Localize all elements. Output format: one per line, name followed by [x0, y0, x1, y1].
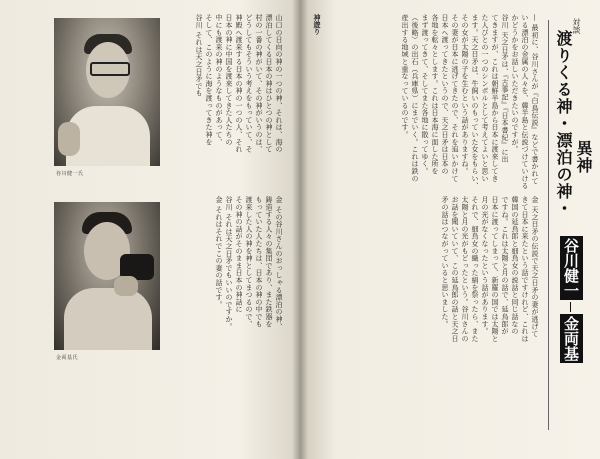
- author-name-2: 金両基: [560, 314, 583, 363]
- photo-caption-1: 谷川健一氏: [56, 171, 84, 177]
- body-text-right-lower: 金 天之日矛の伝説で天之日矛の妻が逃げて きて日本に来たという話ですけれど、これは 韓国の延烏郎と細烏女の説話と同じ話なの ですね。これは太陽と月の話で、延烏郎が 日本に渡ってしまって、新羅の国では太陽と 月の光がなくなったという話があります。 それで、細烏女の織った絹を祭ったら、また 太陽と月の光がもどったという。谷川さんの お話を聞いていて、この延烏郎の話と天之日 矛の話はつながっていると思いました。: [441, 196, 539, 342]
- portrait-photo-tanigawa: [54, 18, 160, 166]
- author-separator: [570, 302, 571, 312]
- article-title-line-1: 渡りくる神・漂泊の神・: [554, 30, 573, 217]
- body-text-left-upper: 山口の日向の神の一つの神、それは、海の 漂泊してくる日本の神はひとつの神として 村の一番の神がいて、その神がいうのは、 どうしてもそういう考えをもっていて、そ 神殿へ渡来する日本の神の一つの人、それ 日本の神に中国を渡来してきた人たちの 中にも渡来の神のようなものがあって、 そして、このように海を渡ってきた神を 谷川 それは天之日矛でも: [195, 14, 283, 153]
- article-title-line-2: 異神: [574, 140, 593, 174]
- running-head: 神遊り: [313, 14, 322, 35]
- photo-caption-2: 金両基氏: [56, 355, 79, 361]
- section-badge: 対談: [572, 18, 581, 34]
- title-divider: [548, 20, 549, 430]
- author-name-1: 谷川健一: [560, 236, 583, 300]
- author-block: [560, 236, 582, 366]
- portrait-photo-kim: [54, 202, 160, 350]
- book-gutter: [292, 0, 308, 459]
- body-text-left-lower: 金 その谷川さんのおっしゃる漂泊の神、 鋳造する人々の集団であり、また鉄器を もっていた人たちは、日本の神の中でも 渡来した人の神を神としてまつるので、 その神の話がそのまま日本の神話に 谷川 それは天之日矛でもいいのですか。 金 それはそれでこの妻の話です。: [215, 196, 283, 330]
- body-text-right-upper: — 最初に、谷川さんが『白鳥伝説』などで書かれて いる漂泊の金属の人々を、韓半島と伝説づけていける かどうかをお話しいただきたいのですが。 谷川 天之日矛は、『古事記』『日本書紀』に出 てきますが、これは朝鮮半島から日本に渡来してき た人びとの一つのシンボルとして考えてよいと思い ます。天之日矛は、牛飼いのもっていた女をもらい、 その女が太陽の子を生むという話がありますね。 その妻が日本に逃げてきたので、それを追いかけて 日本へ渡ってきたというので、天之日矛は日本の 各地を転々とします。これは日本海に面した所を まず渡ってきて、そしてまた各地に散ってゆく。 （後略）の出石（兵庫県）にまでいく。これは鉄の 産出する地域と重なっているのです。: [401, 14, 539, 190]
